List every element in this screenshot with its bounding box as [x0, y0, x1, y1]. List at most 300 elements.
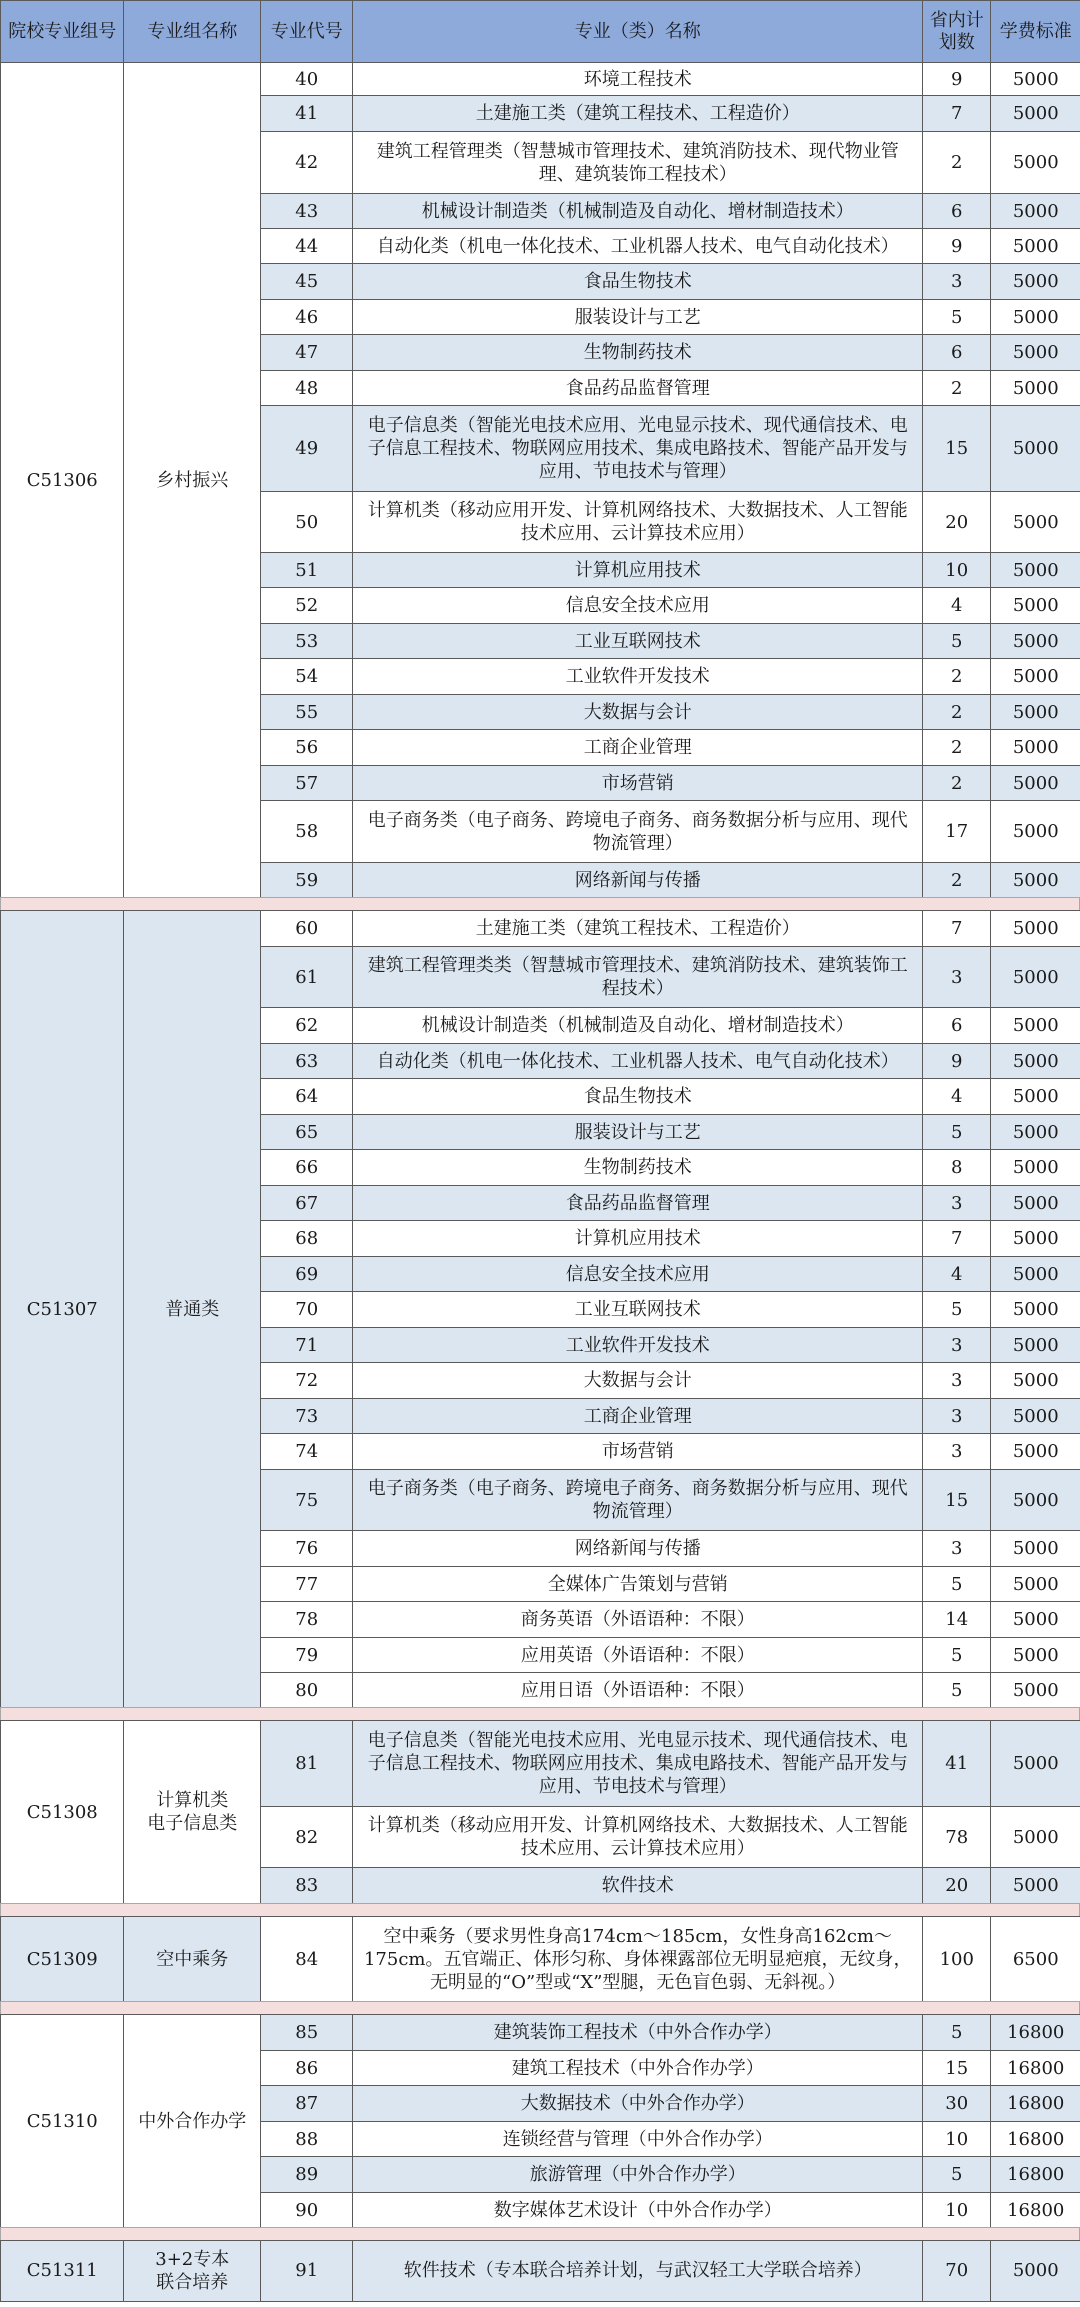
major-name-cell-text: 建筑工程管理类类（智慧城市管理技术、建筑消防技术、建筑装饰工程技术）: [367, 955, 908, 1000]
tuition-cell-text: 5000: [1012, 1573, 1059, 1595]
plan-count-cell-text: 3: [951, 1538, 963, 1560]
plan-count-cell-text: 30: [945, 2093, 969, 2115]
tuition-cell: [990, 1806, 1080, 1869]
group-code-cell: [0, 1720, 125, 1905]
major-code-cell: [260, 1327, 354, 1364]
major-name-cell-text: 信息安全技术应用: [565, 595, 710, 617]
major-code-cell-text: 84: [295, 1948, 319, 1970]
group-name-cell: [123, 1720, 262, 1905]
major-code-cell: [260, 193, 354, 230]
plan-count-cell: [922, 491, 992, 554]
tuition-cell: [990, 2121, 1080, 2158]
major-name-cell-text: 网络新闻与传播: [574, 1538, 701, 1560]
plan-count-cell: [922, 1327, 992, 1364]
major-code-cell-text: 87: [295, 2093, 319, 2115]
major-name-cell-text: 软件技术: [601, 1875, 674, 1897]
tuition-cell: [990, 1114, 1080, 1151]
tuition-cell-text: 5000: [1012, 1121, 1059, 1143]
tuition-cell: [990, 1185, 1080, 1222]
major-code-cell: [260, 800, 354, 864]
major-code-cell: [260, 587, 354, 625]
plan-count-cell: [922, 729, 992, 767]
major-code-cell: [260, 1601, 354, 1639]
tuition-cell: [990, 1043, 1080, 1080]
major-code-cell-text: 59: [295, 869, 319, 891]
tuition-cell-text: 16800: [1007, 2128, 1065, 2150]
plan-count-cell: [922, 1469, 992, 1532]
group-name-cell-text: 空中乘务: [156, 1948, 229, 1970]
major-code-cell-text: 64: [295, 1086, 319, 1108]
major-code-cell: [260, 1398, 354, 1435]
tuition-cell-text: 5000: [1012, 595, 1059, 617]
major-name-cell: [352, 370, 924, 407]
plan-count-cell-text: 10: [945, 559, 969, 581]
tuition-cell-text: 5000: [1012, 1050, 1059, 1072]
plan-count-cell: [922, 1220, 992, 1258]
plan-count-cell-text: 70: [945, 2260, 969, 2282]
tuition-cell-text: 5000: [1012, 68, 1059, 90]
major-code-cell: [260, 491, 354, 554]
plan-count-cell: [922, 1867, 992, 1905]
plan-count-cell-text: 9: [951, 235, 963, 257]
plan-count-cell-text: 3: [951, 966, 963, 988]
group-name-cell-text: 普通类: [165, 1298, 220, 1320]
major-code-cell-text: 45: [295, 271, 319, 293]
major-name-cell-text: 工商企业管理: [583, 737, 692, 759]
plan-count-cell: [922, 1916, 992, 2003]
major-name-cell: [352, 62, 924, 97]
major-code-cell: [260, 1362, 354, 1400]
plan-count-cell-text: 3: [951, 1334, 963, 1356]
tuition-cell-text: 16800: [1007, 2093, 1065, 2115]
major-code-cell: [260, 1720, 354, 1808]
major-name-cell-text: 建筑工程管理类（智慧城市管理技术、建筑消防技术、现代物业管理、建筑装饰工程技术）: [376, 140, 899, 185]
major-code-cell: [260, 1149, 354, 1187]
major-code-cell-text: 86: [295, 2057, 319, 2079]
major-name-cell: [352, 1916, 924, 2003]
tuition-cell: [990, 263, 1080, 301]
tuition-cell-text: 5000: [1012, 1489, 1059, 1511]
major-name-cell-text: 商务英语（外语语种：不限）: [520, 1609, 755, 1631]
major-name-cell: [352, 1530, 924, 1568]
major-name-cell-text: 应用英语（外语语种：不限）: [520, 1644, 755, 1666]
plan-count-cell: [922, 910, 992, 948]
plan-count-cell-text: 5: [951, 1644, 963, 1666]
major-name-cell-text: 服装设计与工艺: [574, 1121, 701, 1143]
major-name-cell: [352, 193, 924, 230]
tuition-cell: [990, 1916, 1080, 2003]
group-code-cell-text: C51309: [26, 1948, 98, 1970]
major-name-cell-text: 软件技术（专本联合培养计划，与武汉轻工大学联合培养）: [403, 2260, 872, 2282]
plan-count-cell-text: 14: [945, 1609, 969, 1631]
major-code-cell-text: 60: [295, 918, 319, 940]
major-code-cell-text: 54: [295, 666, 319, 688]
tuition-cell-text: 5000: [1012, 821, 1059, 843]
major-code-cell-text: 50: [295, 511, 319, 533]
major-name-cell: [352, 1469, 924, 1532]
major-code-cell-text: 75: [295, 1489, 319, 1511]
plan-count-cell-text: 100: [939, 1948, 974, 1970]
major-name-cell-text: 电子商务类（电子商务、跨境电子商务、商务数据分析与应用、现代物流管理）: [367, 1478, 908, 1523]
major-name-cell: [352, 623, 924, 660]
major-name-cell: [352, 1043, 924, 1080]
major-name-cell-text: 信息安全技术应用: [565, 1263, 710, 1285]
major-name-cell: [352, 910, 924, 948]
major-code-cell: [260, 1637, 354, 1674]
major-code-cell: [260, 1469, 354, 1532]
tuition-cell-text: 5000: [1012, 559, 1059, 581]
plan-count-cell-text: 4: [951, 1086, 963, 1108]
major-code-cell: [260, 1672, 354, 1709]
major-code-cell: [260, 2192, 354, 2229]
major-code-cell-text: 49: [295, 438, 319, 460]
group-name-cell: [123, 1916, 262, 2003]
major-code-cell: [260, 658, 354, 696]
header-plan-count-text: 省内计 划数: [929, 9, 984, 53]
plan-count-cell-text: 10: [945, 2128, 969, 2150]
major-code-cell: [260, 1007, 354, 1045]
plan-count-cell: [922, 1291, 992, 1329]
major-name-cell: [352, 1566, 924, 1603]
major-code-cell-text: 55: [295, 701, 319, 723]
major-name-cell: [352, 95, 924, 133]
major-code-cell-text: 51: [295, 559, 319, 581]
group-code-cell: [0, 2240, 125, 2302]
major-name-cell-text: 市场营销: [601, 1441, 674, 1463]
plan-count-cell-text: 5: [951, 1679, 963, 1701]
tuition-cell-text: 5000: [1012, 1679, 1059, 1701]
group-code-cell: [0, 2014, 125, 2229]
major-name-cell-text: 食品药品监督管理: [565, 1192, 710, 1214]
plan-count-cell: [922, 946, 992, 1009]
tuition-cell-text: 5000: [1012, 1228, 1059, 1250]
major-name-cell-text: 机械设计制造类（机械制造及自动化、增材制造技术）: [421, 1015, 854, 1037]
major-code-cell: [260, 2156, 354, 2194]
plan-count-cell-text: 9: [951, 68, 963, 90]
plan-count-cell-text: 15: [945, 438, 969, 460]
plan-count-cell: [922, 2085, 992, 2123]
major-name-cell-text: 服装设计与工艺: [574, 306, 701, 328]
plan-count-cell-text: 20: [945, 1875, 969, 1897]
plan-count-cell-text: 2: [951, 737, 963, 759]
major-code-cell: [260, 2050, 354, 2087]
major-code-cell-text: 47: [295, 342, 319, 364]
tuition-cell-text: 16800: [1007, 2022, 1065, 2044]
header-major-code: [260, 0, 354, 64]
major-code-cell: [260, 1114, 354, 1151]
major-code-cell: [260, 1185, 354, 1222]
plan-count-cell: [922, 299, 992, 336]
major-code-cell-text: 80: [295, 1679, 319, 1701]
tuition-cell-text: 5000: [1012, 1609, 1059, 1631]
major-name-cell-text: 工商企业管理: [583, 1405, 692, 1427]
major-name-cell-text: 建筑工程技术（中外合作办学）: [511, 2057, 764, 2079]
major-code-cell: [260, 1530, 354, 1568]
tuition-cell: [990, 623, 1080, 660]
plan-count-cell-text: 5: [951, 306, 963, 328]
header-group-name: [123, 0, 262, 64]
major-code-cell: [260, 263, 354, 301]
plan-count-cell: [922, 765, 992, 802]
major-name-cell: [352, 1433, 924, 1471]
group-name-cell: [123, 910, 262, 1709]
major-name-cell: [352, 131, 924, 195]
tuition-cell: [990, 946, 1080, 1009]
major-name-cell: [352, 2014, 924, 2052]
header-major-name-text: 专业（类）名称: [574, 20, 701, 42]
major-name-cell-text: 计算机类（移动应用开发、计算机网络技术、大数据技术、人工智能技术应用、云计算技术应用）: [367, 500, 908, 545]
major-name-cell-text: 食品药品监督管理: [565, 377, 710, 399]
major-name-cell: [352, 1362, 924, 1400]
plan-count-cell: [922, 62, 992, 97]
plan-count-cell: [922, 2240, 992, 2302]
plan-count-cell-text: 2: [951, 869, 963, 891]
tuition-cell-text: 5000: [1012, 1370, 1059, 1392]
tuition-cell: [990, 1566, 1080, 1603]
plan-count-cell: [922, 1433, 992, 1471]
tuition-cell: [990, 2192, 1080, 2229]
major-name-cell-text: 大数据技术（中外合作办学）: [520, 2093, 755, 2115]
major-name-cell: [352, 299, 924, 336]
tuition-cell-text: 5000: [1012, 1826, 1059, 1848]
plan-count-cell-text: 6: [951, 342, 963, 364]
plan-count-cell-text: 6: [951, 1015, 963, 1037]
major-name-cell: [352, 1007, 924, 1045]
plan-count-cell: [922, 694, 992, 731]
major-code-cell: [260, 1806, 354, 1869]
major-code-cell: [260, 1256, 354, 1293]
plan-count-cell: [922, 193, 992, 230]
major-code-cell-text: 71: [295, 1334, 319, 1356]
major-code-cell-text: 70: [295, 1299, 319, 1321]
major-code-cell-text: 79: [295, 1644, 319, 1666]
plan-count-cell-text: 2: [951, 152, 963, 174]
tuition-cell: [990, 1291, 1080, 1329]
group-code-cell-text: C51308: [26, 1801, 98, 1823]
tuition-cell-text: 5000: [1012, 966, 1059, 988]
major-code-cell: [260, 1078, 354, 1116]
tuition-cell: [990, 729, 1080, 767]
tuition-cell: [990, 910, 1080, 948]
major-code-cell: [260, 334, 354, 372]
major-name-cell-text: 生物制药技术: [583, 342, 692, 364]
plan-count-cell: [922, 1256, 992, 1293]
plan-count-cell: [922, 1149, 992, 1187]
major-code-cell: [260, 552, 354, 589]
plan-count-cell-text: 3: [951, 1370, 963, 1392]
major-name-cell-text: 市场营销: [601, 772, 674, 794]
major-name-cell: [352, 1220, 924, 1258]
major-code-cell-text: 82: [295, 1826, 319, 1848]
plan-count-cell: [922, 1362, 992, 1400]
tuition-cell-text: 5000: [1012, 200, 1059, 222]
major-name-cell-text: 电子商务类（电子商务、跨境电子商务、商务数据分析与应用、现代物流管理）: [367, 809, 908, 854]
major-code-cell: [260, 765, 354, 802]
major-name-cell: [352, 1637, 924, 1674]
plan-count-cell-text: 78: [945, 1826, 969, 1848]
major-code-cell-text: 81: [295, 1753, 319, 1775]
major-code-cell-text: 67: [295, 1192, 319, 1214]
major-name-cell: [352, 1114, 924, 1151]
major-code-cell-text: 43: [295, 200, 319, 222]
tuition-cell: [990, 1398, 1080, 1435]
major-name-cell: [352, 1291, 924, 1329]
major-code-cell: [260, 1867, 354, 1905]
major-code-cell-text: 90: [295, 2199, 319, 2221]
plan-count-cell-text: 5: [951, 630, 963, 652]
plan-count-cell-text: 15: [945, 1489, 969, 1511]
major-name-cell: [352, 1078, 924, 1116]
header-plan-count: [922, 0, 992, 64]
major-name-cell-text: 机械设计制造类（机械制造及自动化、增材制造技术）: [421, 200, 854, 222]
major-code-cell: [260, 694, 354, 731]
tuition-cell: [990, 1433, 1080, 1471]
plan-count-cell-text: 2: [951, 701, 963, 723]
major-name-cell: [352, 1720, 924, 1808]
plan-count-cell: [922, 2014, 992, 2052]
major-name-cell: [352, 552, 924, 589]
major-code-cell: [260, 405, 354, 493]
tuition-cell-text: 5000: [1012, 511, 1059, 533]
major-name-cell-text: 电子信息类（智能光电技术应用、光电显示技术、现代通信技术、电子信息工程技术、物联网应用技术、集成电路技术、智能产品开发与应用、节电技术与管理）: [367, 1730, 908, 1798]
major-name-cell-text: 土建施工类（建筑工程技术、工程造价）: [475, 918, 800, 940]
major-name-cell: [352, 1327, 924, 1364]
tuition-cell-text: 5000: [1012, 306, 1059, 328]
major-code-cell-text: 56: [295, 737, 319, 759]
plan-count-cell: [922, 587, 992, 625]
tuition-cell: [990, 1078, 1080, 1116]
plan-count-cell-text: 7: [951, 103, 963, 125]
plan-count-cell: [922, 405, 992, 493]
tuition-cell: [990, 1530, 1080, 1568]
tuition-cell-text: 5000: [1012, 235, 1059, 257]
major-code-cell: [260, 1566, 354, 1603]
major-code-cell: [260, 370, 354, 407]
plan-count-cell: [922, 1806, 992, 1869]
group-code-cell: [0, 62, 125, 899]
plan-count-cell: [922, 1114, 992, 1151]
plan-count-cell-text: 3: [951, 1192, 963, 1214]
major-name-cell: [352, 334, 924, 372]
major-name-cell-text: 自动化类（机电一体化技术、工业机器人技术、电气自动化技术）: [376, 1050, 899, 1072]
tuition-cell-text: 16800: [1007, 2199, 1065, 2221]
major-code-cell: [260, 228, 354, 265]
plan-count-cell-text: 17: [945, 821, 969, 843]
tuition-cell: [990, 1149, 1080, 1187]
major-code-cell-text: 58: [295, 821, 319, 843]
tuition-cell-text: 5000: [1012, 918, 1059, 940]
plan-count-cell-text: 7: [951, 918, 963, 940]
plan-count-cell-text: 5: [951, 1573, 963, 1595]
major-name-cell-text: 环境工程技术: [583, 68, 692, 90]
plan-count-cell-text: 3: [951, 271, 963, 293]
major-name-cell: [352, 2121, 924, 2158]
major-code-cell-text: 85: [295, 2022, 319, 2044]
major-name-cell: [352, 1149, 924, 1187]
tuition-cell-text: 5000: [1012, 342, 1059, 364]
major-name-cell: [352, 587, 924, 625]
major-code-cell-text: 83: [295, 1875, 319, 1897]
tuition-cell: [990, 491, 1080, 554]
major-name-cell-text: 建筑装饰工程技术（中外合作办学）: [493, 2022, 782, 2044]
tuition-cell-text: 5000: [1012, 1157, 1059, 1179]
plan-count-cell-text: 20: [945, 511, 969, 533]
tuition-cell: [990, 1601, 1080, 1639]
tuition-cell: [990, 552, 1080, 589]
major-code-cell: [260, 1291, 354, 1329]
plan-count-cell: [922, 1566, 992, 1603]
group-code-cell: [0, 910, 125, 1709]
major-code-cell-text: 72: [295, 1370, 319, 1392]
group-name-cell-text: 计算机类 电子信息类: [147, 1790, 238, 1835]
plan-count-cell: [922, 1043, 992, 1080]
major-name-cell-text: 生物制药技术: [583, 1157, 692, 1179]
major-code-cell-text: 65: [295, 1121, 319, 1143]
major-code-cell-text: 53: [295, 630, 319, 652]
major-code-cell-text: 48: [295, 377, 319, 399]
major-name-cell-text: 连锁经营与管理（中外合作办学）: [502, 2128, 773, 2150]
major-name-cell-text: 电子信息类（智能光电技术应用、光电显示技术、现代通信技术、电子信息工程技术、物联网应用技术、集成电路技术、智能产品开发与应用、节电技术与管理）: [367, 415, 908, 483]
major-code-cell: [260, 299, 354, 336]
major-name-cell-text: 大数据与会计: [583, 1370, 692, 1392]
major-name-cell: [352, 2192, 924, 2229]
tuition-cell: [990, 1220, 1080, 1258]
major-name-cell-text: 大数据与会计: [583, 701, 692, 723]
tuition-cell-text: 5000: [1012, 1644, 1059, 1666]
major-code-cell-text: 66: [295, 1157, 319, 1179]
major-name-cell: [352, 946, 924, 1009]
tuition-cell-text: 16800: [1007, 2057, 1065, 2079]
tuition-cell: [990, 765, 1080, 802]
tuition-cell: [990, 2050, 1080, 2087]
major-name-cell-text: 土建施工类（建筑工程技术、工程造价）: [475, 103, 800, 125]
major-name-cell: [352, 228, 924, 265]
plan-count-cell: [922, 1078, 992, 1116]
major-code-cell-text: 57: [295, 772, 319, 794]
major-code-cell: [260, 729, 354, 767]
tuition-cell-text: 5000: [1012, 737, 1059, 759]
major-name-cell: [352, 658, 924, 696]
tuition-cell-text: 6500: [1012, 1948, 1059, 1970]
tuition-cell: [990, 2240, 1080, 2302]
plan-count-cell-text: 41: [945, 1753, 969, 1775]
header-major-code-text: 专业代号: [270, 20, 343, 42]
tuition-cell: [990, 193, 1080, 230]
major-name-cell: [352, 1256, 924, 1293]
plan-count-cell: [922, 1007, 992, 1045]
tuition-cell-text: 5000: [1012, 152, 1059, 174]
major-name-cell: [352, 1672, 924, 1709]
plan-count-cell: [922, 1530, 992, 1568]
group-code-cell-text: C51306: [26, 469, 98, 491]
major-name-cell: [352, 2050, 924, 2087]
major-name-cell-text: 食品生物技术: [583, 271, 692, 293]
header-group-code: [0, 0, 125, 64]
major-code-cell-text: 78: [295, 1609, 319, 1631]
plan-count-cell-text: 3: [951, 1405, 963, 1427]
plan-count-cell-text: 6: [951, 200, 963, 222]
header-tuition: [990, 0, 1080, 64]
major-code-cell-text: 89: [295, 2164, 319, 2186]
major-name-cell-text: 工业互联网技术: [574, 1299, 701, 1321]
major-code-cell: [260, 1220, 354, 1258]
major-code-cell-text: 52: [295, 595, 319, 617]
major-name-cell: [352, 1185, 924, 1222]
tuition-cell: [990, 1867, 1080, 1905]
tuition-cell: [990, 334, 1080, 372]
major-name-cell: [352, 1867, 924, 1905]
major-name-cell: [352, 1601, 924, 1639]
